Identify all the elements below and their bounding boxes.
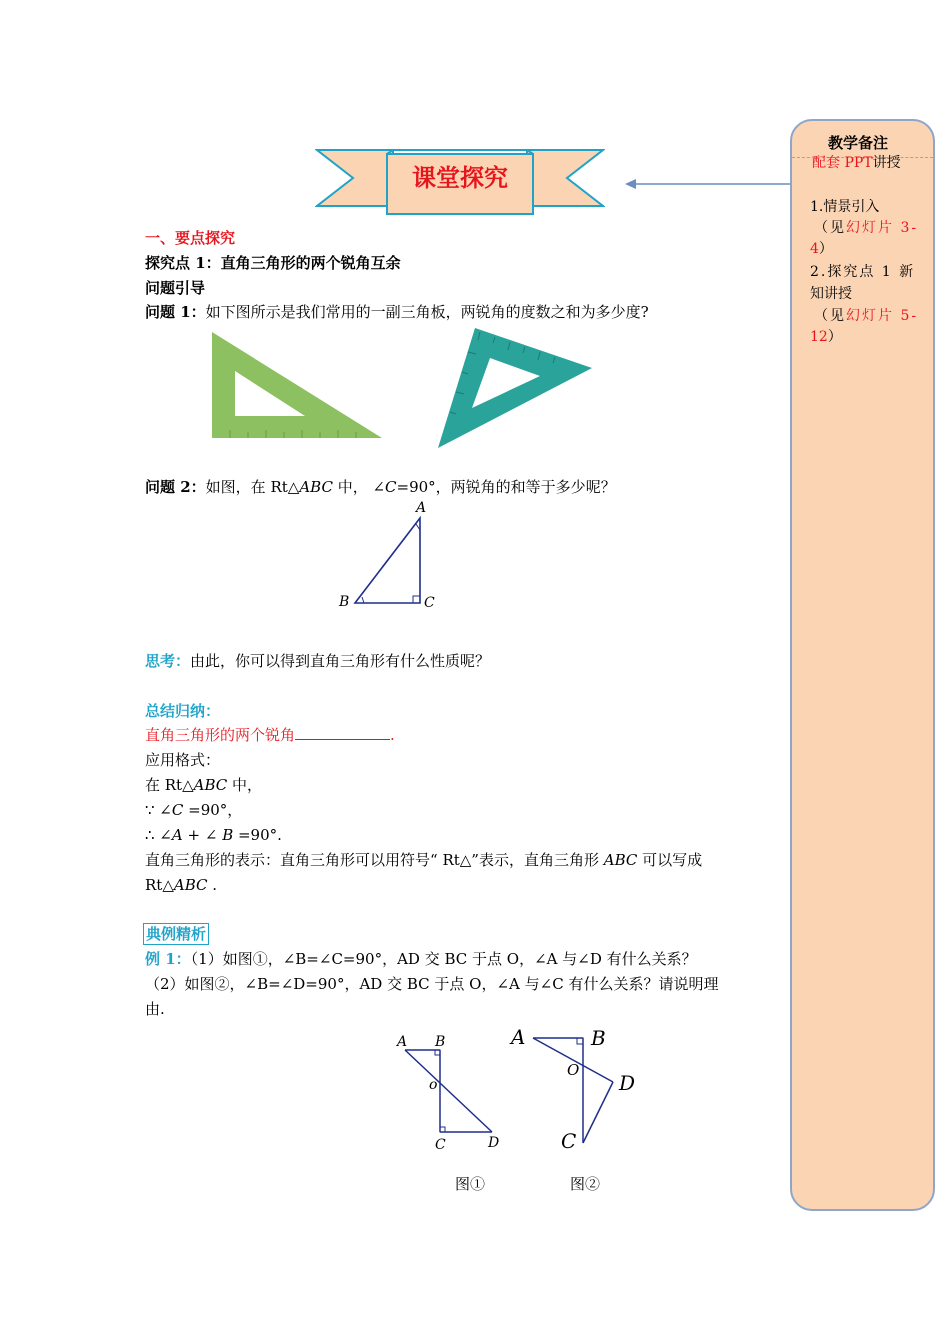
label-c: C [424,595,435,611]
fig1-label-d: D [488,1135,500,1151]
example-1-part3: 由. [145,1000,165,1018]
fig1-label-c: C [435,1137,446,1153]
set-squares-image [210,326,595,448]
fig2-label-d: D [619,1071,636,1095]
summary-heading: 总结归纳： [145,702,221,720]
fig2-label-c: C [561,1129,577,1153]
sidebar-item1-b: （见幻灯片 3- [814,220,919,236]
sidebar-item2-c: （见幻灯片 5- [814,308,919,324]
example-1: 例 1：（1）如图①，∠B=∠C=90°，AD 交 BC 于点 O，∠A 与∠D 有什么关系？ [145,950,697,968]
fig2-label-b: B [591,1026,606,1050]
label-b: B [339,594,350,610]
summary-text: 直角三角形的两个锐角 . [145,726,395,744]
banner-title: 课堂探究 [412,163,508,192]
fig2-caption: 图② [570,1175,601,1193]
sidebar-item1-a: 1.情景引入 [810,199,880,215]
section-heading: 一、要点探究 [145,229,236,247]
fig2-label-a: A [511,1025,526,1049]
example-1-part2: （2）如图②，∠B=∠D=90°，AD 交 BC 于点 O，∠A 与∠C 有什么关系？请说明理 [145,975,719,993]
fig1-label-b: B [435,1034,446,1050]
point-heading: 探究点 1：直角三角形的两个锐角互余 [145,254,401,272]
guide-heading: 问题引导 [145,279,206,297]
think-line: 思考：由此，你可以得到直角三角形有什么性质呢？ [145,652,491,670]
sidebar-item2-d: 12） [810,329,842,345]
format-because: ∵ ∠C =90°， [145,801,243,819]
fig1-label-o: o [429,1077,438,1093]
sidebar-item2-a: 2.探究点 1 新 [810,264,916,280]
sidebar-line1: 配套 PPT讲授 [812,155,901,171]
format-label: 应用格式： [145,751,221,769]
fig1-label-a: A [397,1034,408,1050]
label-a: A [416,500,427,516]
format-therefore: ∴ ∠A + ∠ B =90°. [145,826,282,844]
sidebar-item1-c: 4） [810,241,833,257]
pointer-arrow [625,176,793,192]
fig1-caption: 图① [455,1175,486,1193]
sidebar-title: 教学备注 [828,134,889,152]
fig2-label-o: O [567,1061,580,1079]
representation-line-2: Rt△ABC . [145,876,218,894]
question-2: 问题 2：如图，在 Rt△ABC 中， ∠C=90°，两锐角的和等于多少呢？ [145,478,616,496]
representation-line: 直角三角形的表示：直角三角形可以用符号“ Rt△”表示，直角三角形 ABC 可以写成 [145,851,703,869]
example-box: 典例精析 [143,923,209,945]
answer-blank[interactable] [295,725,390,740]
format-in-rt: 在 Rt△ABC 中， [145,776,263,794]
sidebar-item2-b: 知讲授 [810,286,852,302]
question-1: 问题 1：如下图所示是我们常用的一副三角板，两锐角的度数之和为多少度? [145,303,649,321]
